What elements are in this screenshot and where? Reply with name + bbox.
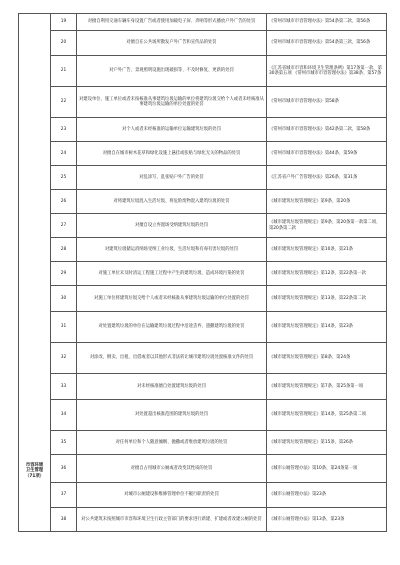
row-number: 19 — [51, 14, 77, 31]
legal-basis: 《城市建筑垃圾管理规定》第14条、第23条 — [267, 312, 387, 343]
category-label: （71项） — [25, 473, 44, 479]
legal-basis: 《城市建筑垃圾管理规定》第7条、第25条第一项 — [267, 374, 387, 400]
penalty-item: 对建设单位、施工单位或者未按核准从事建筑垃圾运输的单位将建筑垃圾交给个人或者未经核准从事建筑垃圾运输的单位处置的处罚 — [77, 87, 267, 118]
legal-basis: 《城市建筑垃圾管理规定》第8条、第24条 — [267, 343, 387, 374]
row-number: 32 — [51, 343, 77, 374]
table-row — [19, 190, 387, 214]
penalty-item: 对公共建筑未按照城市市容和环境卫生行政主管部门的要求进行新建、扩建或者改建公厕的处罚 — [77, 508, 267, 532]
penalty-item: 对任何单位和个人随意倾倒、抛撒或者堆放建筑垃圾的处罚 — [77, 431, 267, 455]
legal-basis: 《城市建筑垃圾管理规定》第14条、第25条第二项 — [267, 400, 387, 431]
table-row — [19, 455, 387, 483]
legal-basis: 《城市建筑垃圾管理规定》第15条、第26条 — [267, 431, 387, 455]
legal-basis: 《城市建筑垃圾管理规定》第9条、第20条 — [267, 190, 387, 214]
penalty-item: 对建筑垃圾储运消纳场受纳工业垃圾、生活垃圾和有毒有害垃圾的处罚 — [77, 238, 267, 262]
penalty-item: 对擅自利用交通车辆车身设置广告或者使用加载电子屏、奔响等形式播放户外广告的处罚 — [77, 14, 267, 31]
row-number: 26 — [51, 190, 77, 214]
legal-basis: 《城市公厕管理办法》第10条、第24条第一项 — [267, 455, 387, 483]
table-row — [19, 374, 387, 400]
penalty-item: 对户外广告、景观照明设施出现破损等、不及时修复、更新的处罚 — [77, 56, 267, 87]
penalty-item: 对个人或者未经核准的运输单位运输建筑垃圾的处罚 — [77, 118, 267, 142]
table-row — [19, 31, 387, 56]
row-number: 20 — [51, 31, 77, 56]
row-number: 38 — [51, 508, 77, 532]
penalty-item: 对乱涂写、乱张贴户外广告的处罚 — [77, 166, 267, 190]
table-row — [19, 286, 387, 312]
legal-basis: 《江苏省户外广告管理办法》第26条、第31条 — [267, 166, 387, 190]
penalty-item: 对处置超出核准范围的建筑垃圾的处罚 — [77, 400, 267, 431]
penalty-item: 对将建筑垃圾混入生活垃圾、将危险废物混入建筑垃圾的处罚 — [77, 190, 267, 214]
penalty-table — [18, 13, 387, 532]
legal-basis: 《常州市城市市容管理办法》第54条第二款、第56条 — [267, 14, 387, 31]
penalty-item: 对城市公厕建设和维修管理单位不履行职责的处罚 — [77, 483, 267, 508]
row-number: 23 — [51, 118, 77, 142]
row-number: 36 — [51, 455, 77, 483]
table-row — [19, 400, 387, 431]
row-number: 34 — [51, 400, 77, 431]
row-number: 21 — [51, 56, 77, 87]
legal-basis: 《城市建筑垃圾管理规定》第12条、第22条第一款 — [267, 262, 387, 286]
row-number: 31 — [51, 312, 77, 343]
table-row — [19, 166, 387, 190]
penalty-item: 对施工单位将建筑垃圾交给个人或者未经核准从事建筑垃圾运输的单位处置的处罚 — [77, 286, 267, 312]
table-row — [19, 214, 387, 238]
legal-basis: 《常州市城市市容管理办法》第58条 — [267, 87, 387, 118]
row-number: 25 — [51, 166, 77, 190]
legal-basis: 《常州市城市市容管理办法》第44条、第59条 — [267, 142, 387, 166]
table-row — [19, 483, 387, 508]
legal-basis: 《城市建筑垃圾管理规定》第9条、第20条第一款第二项、第20条第二款 — [267, 214, 387, 238]
legal-basis: 《江苏省城市市容和环境卫生管理条例》第17条第一款、第30条第五项 《常州市城市市容管理办法》第38条、第57条 — [267, 56, 387, 87]
row-number: 29 — [51, 262, 77, 286]
penalty-item: 对未经核准擅自处置建筑垃圾的处罚 — [77, 374, 267, 400]
table-row — [19, 142, 387, 166]
row-number: 24 — [51, 142, 77, 166]
legal-basis: 《城市建筑垃圾管理规定》第10条、第21条 — [267, 238, 387, 262]
table-row — [19, 238, 387, 262]
penalty-item: 对处置建筑垃圾的单位在运输建筑垃圾过程中沿途丢弃、遗撒建筑垃圾的处罚 — [77, 312, 267, 343]
penalty-item: 对擅自在公共场所散发户外广告和宣传品的处罚 — [77, 31, 267, 56]
legal-basis: 《常州市城市市容管理办法》第42条第二款、第58条 — [267, 118, 387, 142]
table-row — [19, 14, 387, 31]
table-row — [19, 56, 387, 87]
legal-basis: 《城市建筑垃圾管理规定》第13条、第22条第二款 — [267, 286, 387, 312]
table-row — [19, 118, 387, 142]
row-number: 33 — [51, 374, 77, 400]
table-row — [19, 431, 387, 455]
row-number: 27 — [51, 214, 77, 238]
row-number: 35 — [51, 431, 77, 455]
category-cell — [19, 14, 51, 532]
table-row — [19, 262, 387, 286]
penalty-item: 对擅自设立弃置场受纳建筑垃圾的处罚 — [77, 214, 267, 238]
table-body — [19, 14, 387, 532]
row-number: 28 — [51, 238, 77, 262]
penalty-item: 对擅自在城市树木花草和绿化设施上悬挂或张贴与绿化无关的物品的处罚 — [77, 142, 267, 166]
row-number: 22 — [51, 87, 77, 118]
row-number: 30 — [51, 286, 77, 312]
table-row — [19, 508, 387, 532]
table-row — [19, 87, 387, 118]
table-row — [19, 312, 387, 343]
category-label: 市容环境 — [25, 462, 44, 468]
legal-basis: 《城市公厕管理办法》第13条、第23条 — [267, 508, 387, 532]
penalty-item: 对涂改、倒卖、出租、出借或者以其他形式非法转让城市建筑垃圾处置核准文件的处罚 — [77, 343, 267, 374]
penalty-item: 对施工单位未及时清运工程施工过程中产生的建筑垃圾、造成环境污染的处罚 — [77, 262, 267, 286]
category-label: 卫生管理 — [25, 468, 44, 474]
penalty-item: 对擅自占用城市公厕或者改变其性质的处罚 — [77, 455, 267, 483]
table-row — [19, 343, 387, 374]
legal-basis: 《城市公厕管理办法》第23条 — [267, 483, 387, 508]
legal-basis: 《常州市城市市容管理办法》第54条第三款、第56条 — [267, 31, 387, 56]
row-number: 37 — [51, 483, 77, 508]
